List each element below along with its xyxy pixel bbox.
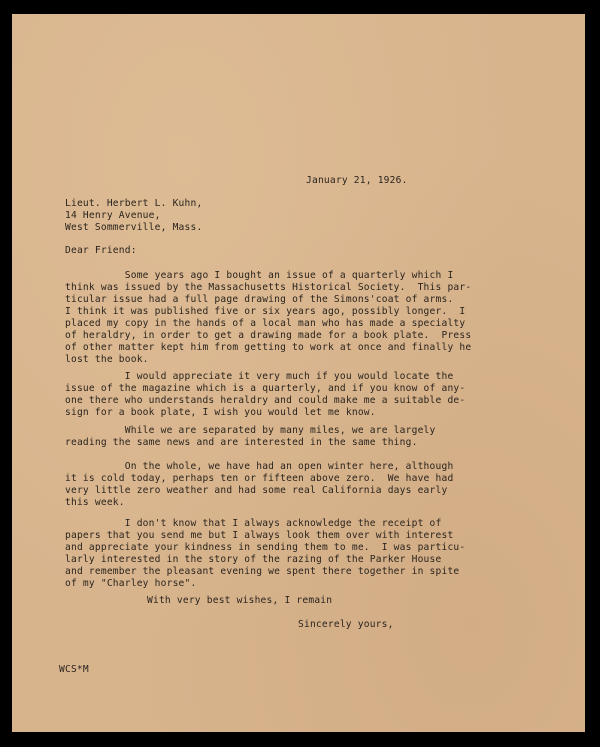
body-paragraph: While we are separated by many miles, we are largely reading the same news and are interested in the same thing.	[65, 425, 436, 448]
recipient-address	[65, 198, 202, 234]
letter-page	[12, 14, 585, 732]
address-line: Lieut. Herbert L. Kuhn,	[65, 198, 203, 209]
closing-line: With very best wishes, I remain	[147, 595, 333, 606]
salutation: Dear Friend:	[65, 245, 137, 256]
address-line: West Sommerville, Mass.	[65, 222, 203, 233]
signature-line: Sincerely yours,	[298, 619, 394, 630]
typist-initials: WCS*M	[59, 664, 89, 675]
body-paragraph: On the whole, we have had an open winter here, although it is cold today, perhaps ten or fifteen above zero. We have had very little zero weather and had some real California days early this week.	[65, 461, 454, 508]
body-paragraph: I would appreciate it very much if you would locate the issue of the magazine which is a quarterly, and if you know of any- one there who understands heraldry and could make me a suitable de- sign for a book plate, I wish you would let me know.	[65, 371, 466, 418]
address-line: 14 Henry Avenue,	[65, 210, 161, 221]
body-paragraph: Some years ago I bought an issue of a quarterly which I think was issued by the Massachusetts Historical Society. This par- ticular issue had a full page drawing of the Simons'coat of arms. I think it was published five or six years ago, possibly longer. I placed my copy in the hands of a local man who has made a specialty of heraldry, in order to get a drawing made for a book plate. Press of other matter kept him from getting to work at once and finally he lost the book.	[65, 270, 472, 365]
letter-date: January 21, 1926.	[306, 175, 408, 186]
body-paragraph: I don't know that I always acknowledge the receipt of papers that you send me but I always look them over with interest and appreciate your kindness in sending them to me. I was particu- larly interested in the story of the razing of the Parker House and remember the pleasant evening we spent there together in spite of my "Charley horse".	[65, 518, 466, 589]
